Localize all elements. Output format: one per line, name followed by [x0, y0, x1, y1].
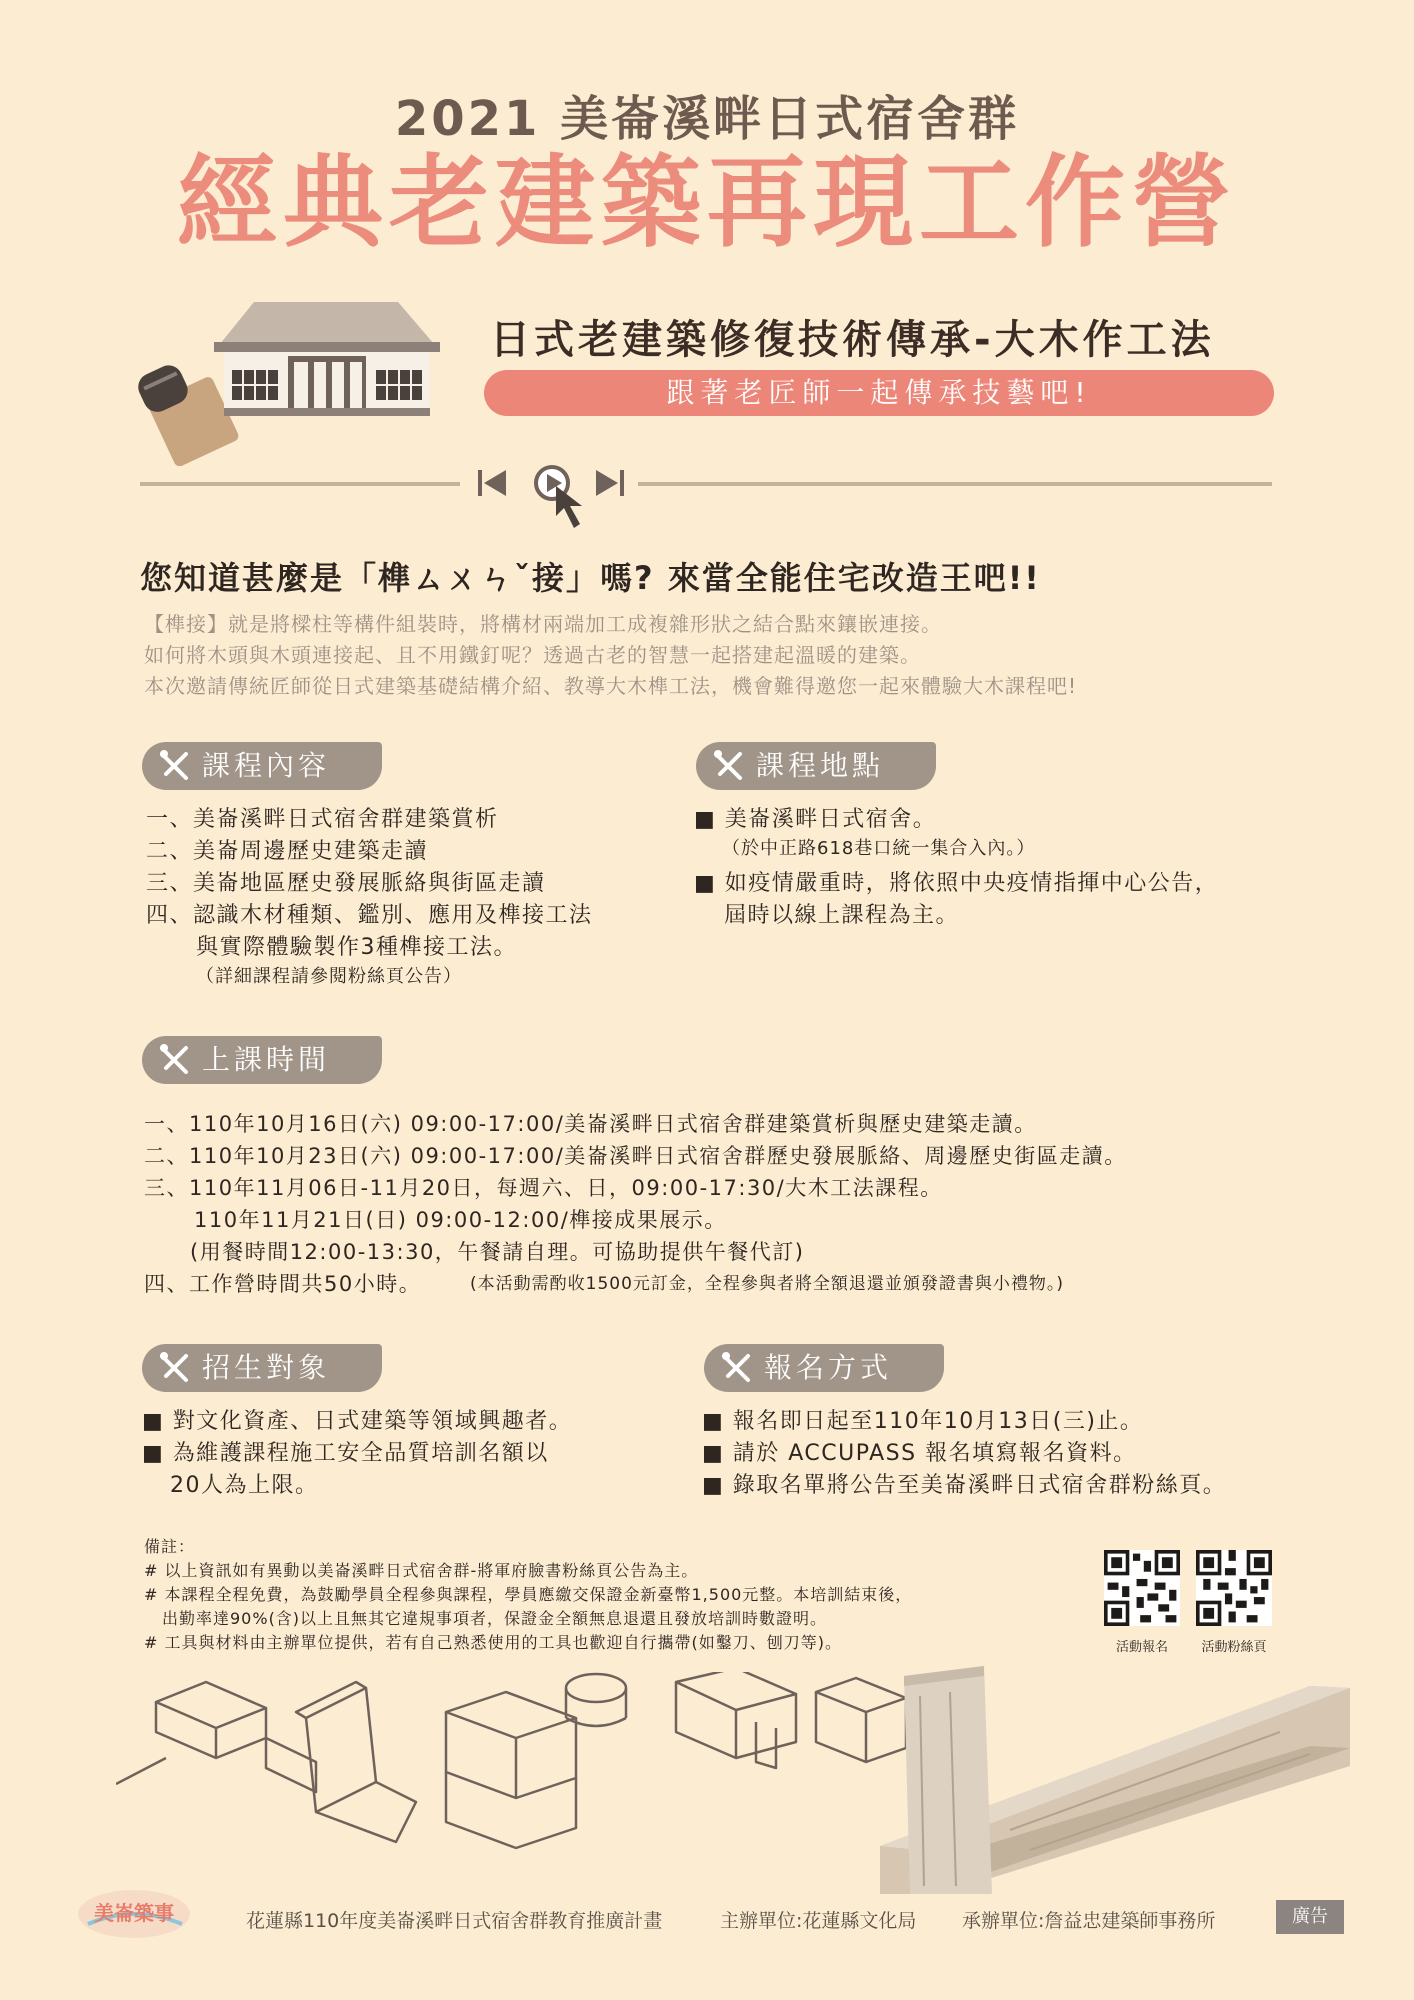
location-item: （於中正路618巷口統一集合入內。）	[722, 838, 1036, 859]
divider-right	[638, 482, 1272, 486]
audience-item: 20人為上限。	[170, 1473, 319, 1498]
media-controls	[474, 462, 634, 538]
signup-qr-code[interactable]	[1104, 1550, 1180, 1626]
tools-icon	[156, 1042, 192, 1078]
tools-icon	[156, 1350, 192, 1386]
section-location-text: 課程地點	[756, 749, 885, 782]
intro-line: 【榫接】就是將樑柱等構件組裝時，將構材兩端加工成複雜形狀之結合點來鑲嵌連接。	[144, 612, 942, 636]
section-signup-text: 報名方式	[764, 1351, 893, 1384]
schedule-item: 二、110年10月23日(六) 09:00-17:00/美崙溪畔日式宿舍群歷史發展脈絡、周邊歷史街區走讀。	[144, 1144, 1127, 1168]
section-audience-label	[142, 1344, 382, 1392]
intro-line: 如何將木頭與木頭連接起、且不用鐵釘呢？透過古老的智慧一起搭建起溫暖的建築。	[144, 643, 921, 667]
note-item: # 以上資訊如有異動以美崙溪畔日式宿舍群-將軍府臉書粉絲頁公告為主。	[144, 1561, 699, 1580]
ad-badge: 廣告	[1276, 1900, 1344, 1934]
tools-icon	[156, 748, 192, 784]
course-item: 一、美崙溪畔日式宿舍群建築賞析	[146, 807, 499, 832]
intro-line: 本次邀請傳統匠師從日式建築基礎結構介紹、教導大木榫工法，機會難得邀您一起來體驗大木課程吧!	[144, 674, 1078, 698]
organizer: 主辦單位:花蓮縣文化局	[720, 1910, 917, 1932]
fanpage-qr-code[interactable]	[1196, 1550, 1272, 1626]
cursor-icon	[556, 486, 582, 528]
wood-joinery-photo	[880, 1636, 1350, 1896]
signup-item: ■ 錄取名單將公告至美崙溪畔日式宿舍群粉絲頁。	[702, 1473, 1227, 1498]
section-signup-label	[704, 1344, 944, 1392]
section-audience-text: 招生對象	[202, 1351, 331, 1384]
mingchu-logo	[74, 1884, 194, 1944]
qr-label-fanpage: 活動粉絲頁	[1201, 1640, 1267, 1655]
course-item: 二、美崙周邊歷史建築走讀	[146, 839, 429, 864]
next-icon	[596, 470, 624, 496]
location-item: ■ 美崙溪畔日式宿舍。	[694, 807, 937, 832]
audience-item: ■ 為維護課程施工安全品質培訓名額以	[142, 1441, 549, 1466]
note-item: # 本課程全程免費，為鼓勵學員全程參與課程，學員應繳交保證金新臺幣1,500元整。本培訓結束後，	[144, 1585, 913, 1604]
course-item: 三、美崙地區歷史發展脈絡與街區走讀	[146, 871, 546, 896]
note-item: 出勤率達90%(含)以上且無其它違規事項者，保證金全額無息退還且發放培訓時數證明。	[162, 1609, 828, 1628]
schedule-item: 三、110年11月06日-11月20日，每週六、日，09:00-17:30/大木工法課程。	[144, 1176, 943, 1200]
schedule-item: (用餐時間12:00-13:30，午餐請自理。可協助提供午餐代訂)	[190, 1240, 805, 1264]
event-title: 經典老建築再現工作營	[177, 144, 1237, 261]
location-item: 屆時以線上課程為主。	[724, 903, 960, 928]
course-item: 四、認識木材種類、鑑別、應用及榫接工法	[146, 903, 593, 928]
tagline: 日式老建築修復技術傳承-大木作工法	[490, 317, 1215, 363]
section-course-label	[142, 742, 382, 790]
previous-icon	[478, 470, 506, 496]
schedule-deposit-note: (本活動需酌收1500元訂金，全程參與者將全額退還並頒發證書與小禮物。)	[470, 1274, 1065, 1294]
event-subtitle: 2021 美崙溪畔日式宿舍群	[394, 91, 1020, 147]
section-location-label	[696, 742, 936, 790]
location-item: ■ 如疫情嚴重時，將依照中央疫情指揮中心公告，	[694, 871, 1219, 896]
section-course-text: 課程內容	[202, 749, 331, 782]
schedule-item: 四、工作營時間共50小時。	[144, 1272, 422, 1296]
tools-icon	[710, 748, 746, 784]
signup-item: ■ 請於 ACCUPASS 報名填寫報名資料。	[702, 1441, 1137, 1466]
project-name: 花蓮縣110年度美崙溪畔日式宿舍群教育推廣計畫	[246, 1910, 663, 1932]
contractor: 承辦單位:詹益忠建築師事務所	[962, 1910, 1216, 1932]
notes-title: 備註：	[144, 1537, 196, 1556]
course-item: 與實際體驗製作3種榫接工法。	[196, 935, 517, 960]
japanese-house-illustration	[132, 296, 462, 466]
qr-label-signup: 活動報名	[1115, 1640, 1168, 1655]
slogan-banner: 跟著老匠師一起傳承技藝吧!	[484, 370, 1274, 416]
schedule-item: 110年11月21日(日) 09:00-12:00/榫接成果展示。	[194, 1208, 727, 1232]
course-note: （詳細課程請參閱粉絲頁公告）	[196, 966, 462, 987]
section-schedule-label	[142, 1036, 382, 1084]
divider-left	[140, 482, 460, 486]
section-schedule-text: 上課時間	[202, 1043, 331, 1076]
joinery-diagrams	[116, 1672, 936, 1862]
audience-item: ■ 對文化資產、日式建築等領域興趣者。	[142, 1409, 573, 1434]
tools-icon	[718, 1350, 754, 1386]
signup-item: ■ 報名即日起至110年10月13日(三)止。	[702, 1409, 1144, 1434]
schedule-item: 一、110年10月16日(六) 09:00-17:00/美崙溪畔日式宿舍群建築賞析與歷史建築走讀。	[144, 1112, 1037, 1136]
note-item: # 工具與材料由主辦單位提供，若有自己熟悉使用的工具也歡迎自行攜帶(如鑿刀、刨刀等)。	[144, 1633, 842, 1652]
logo-text: 美崙築事	[94, 1901, 174, 1925]
intro-question: 您知道甚麼是「榫ㄙㄨㄣˇ接」嗎? 來當全能住宅改造王吧!!	[140, 559, 1041, 597]
